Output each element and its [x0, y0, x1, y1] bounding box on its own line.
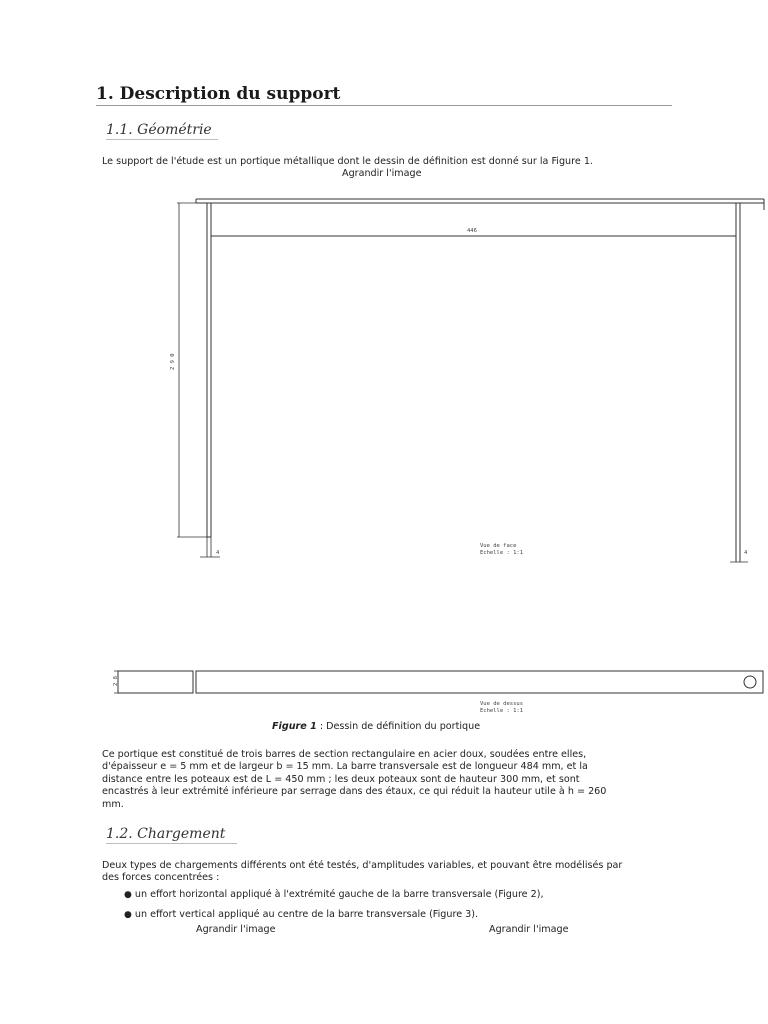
figure1-caption [272, 721, 480, 732]
chargement-intro-line: des forces concentrées : [102, 872, 220, 884]
enlarge-image-link-figure3[interactable]: Agrandir l'image [489, 924, 569, 935]
description-line: encastrés à leur extrémité inférieure par serrage dans des étaux, ce qui réduit la hauteur utile à h = 260 [102, 786, 607, 798]
top-view-bar [196, 671, 763, 693]
front-view-label: Vue de face [480, 543, 517, 549]
right-tab [740, 199, 764, 210]
geometrie-intro: Le support de l'étude est un portique métallique dont le dessin de définition est donné sur la Figure 1. [102, 156, 593, 167]
figure1-separator: : [316, 721, 327, 732]
description-line: mm. [102, 798, 124, 810]
chargement-intro [102, 860, 668, 885]
bullet-icon: ● [124, 890, 132, 900]
enlarge-image-link-figure1[interactable]: Agrandir l'image [342, 168, 422, 179]
left-foot-dimension-label: 4 [216, 550, 220, 556]
enlarge-image-link-figure2[interactable]: Agrandir l'image [196, 924, 276, 935]
top-view-scale: Echelle : 1:1 [480, 708, 524, 714]
bullet-icon: ● [124, 910, 132, 920]
top-view-stub [118, 671, 193, 693]
subsection-underline-chargement [106, 843, 237, 844]
description-line: distance entre les poteaux est de L = 450 mm ; les deux poteaux sont de hauteur 300 mm, et sont [102, 773, 580, 785]
bullet-list-item [124, 909, 478, 921]
description-line: d'épaisseur e = 5 mm et de largeur b = 15 mm. La barre transversale est de longueur 484 mm, et la [102, 761, 588, 773]
figure1-caption-text: Dessin de définition du portique [326, 721, 481, 732]
front-view-scale: Echelle : 1:1 [480, 550, 524, 556]
top-view-label: Vue de dessus [480, 701, 524, 707]
left-post [207, 203, 211, 537]
top-view-hole [744, 676, 756, 688]
bullet-text: un effort vertical appliqué au centre de la barre transversale (Figure 3). [134, 909, 479, 920]
chargement-intro-line: Deux types de chargements différents ont été testés, d'amplitudes variables, et pouvant être modélisés par [102, 860, 623, 871]
portique-description [102, 749, 668, 811]
section-title: 1. Description du support [96, 84, 341, 104]
right-post [736, 203, 740, 562]
height-dimension-label: 2 9 0 [170, 353, 176, 370]
figure1-label: Figure 1 [272, 721, 317, 732]
bullet-text: un effort horizontal appliqué à l'extrémité gauche de la barre transversale (Figure 2), [134, 889, 544, 900]
height-dimension-line [177, 203, 207, 537]
subsection-title-chargement: 1.2. Chargement [106, 826, 226, 842]
bullet-list-item [124, 889, 544, 901]
right-foot-dimension-label: 4 [744, 550, 748, 556]
subsection-title-geometrie: 1.1. Géométrie [106, 122, 212, 138]
top-view-thickness-label: 2 8 [113, 676, 119, 686]
width-dimension-label: 446 [467, 228, 477, 234]
description-line: Ce portique est constitué de trois barres de section rectangulaire en acier doux, soudées entre elles, [102, 749, 587, 760]
